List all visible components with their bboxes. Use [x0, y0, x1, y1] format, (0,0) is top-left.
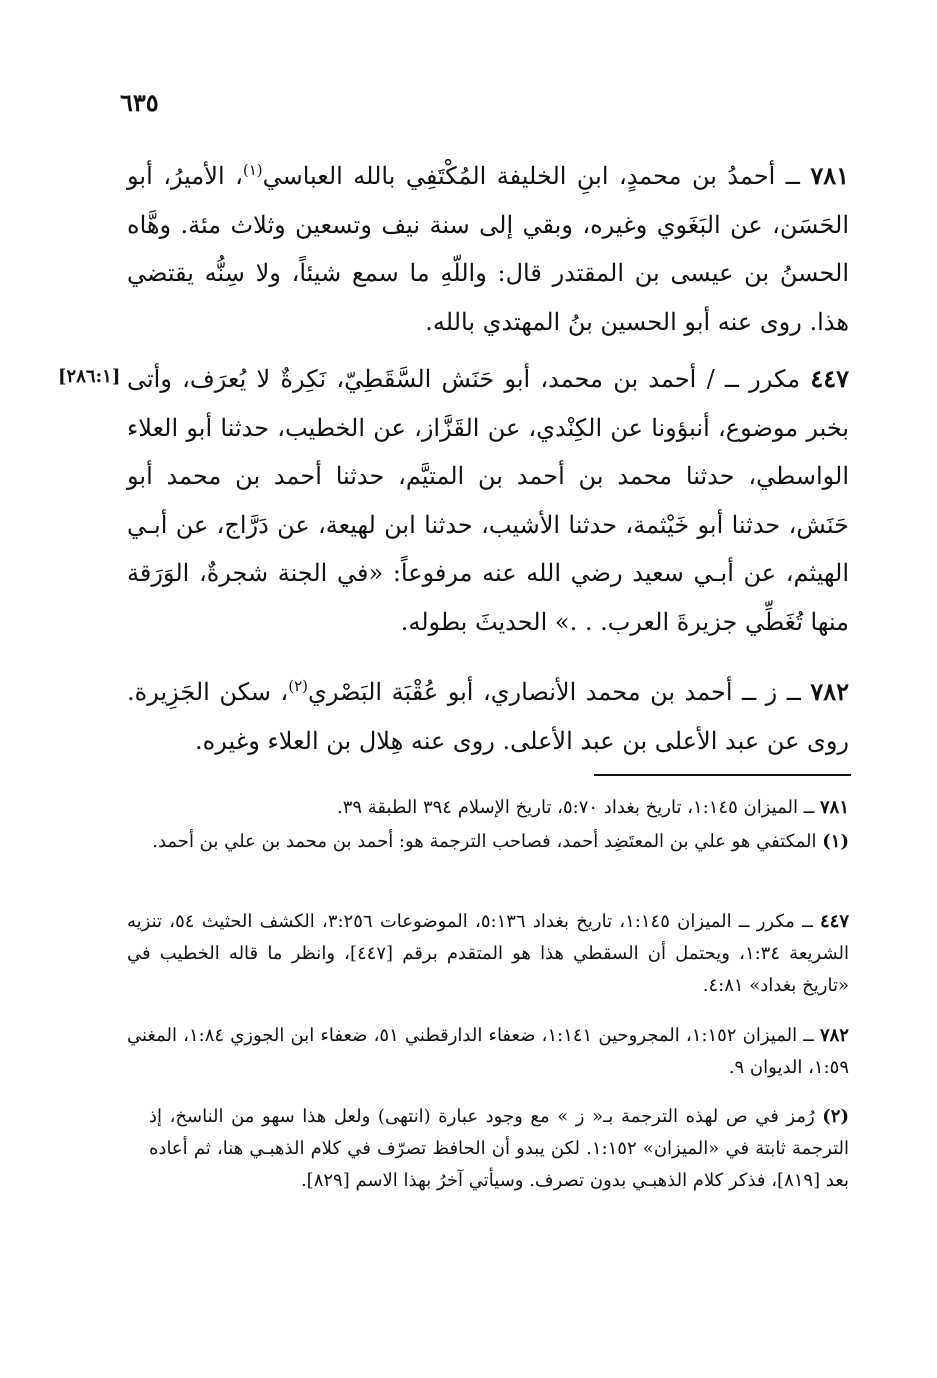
- entry-781: [127, 146, 849, 346]
- footnote-number: ٤٤٧: [819, 911, 849, 932]
- footnote-marker: (٢): [288, 677, 309, 695]
- page-number: ٦٣٥: [120, 88, 159, 117]
- margin-reference: [٢٨٦:١]: [58, 366, 121, 387]
- footnote-marker: (١): [242, 161, 263, 179]
- footnote-number: (٢): [822, 1106, 849, 1127]
- entry-number: ٤٤٧: [810, 364, 849, 393]
- entry-text-continued: ، الأميرُ، أبو الحَسَن، عن البَغَوي وغيره، وبقي إلى سنة نيف وتسعين وثلاث مئة. وهَّاه الحسنُ بن عيسى بن المقتدر قال: واللّهِ ما سمع شيئاً، ولا سِنُّه يقتضي هذا. روى عنه أبو الحسين بنُ المهتدي بالله.: [127, 162, 849, 336]
- footnote-number: ٧٨٢: [819, 1025, 849, 1046]
- entry-text: ــ أحمدُ بن محمدٍ، ابنِ الخليفة المُكْتَفِي بالله العباسي: [262, 162, 800, 190]
- entry-text: ــ ز ــ أحمد بن محمد الأنصاري، أبو عُقْبَة البَصْري: [308, 678, 801, 706]
- footnote-text: رُمز في ص لهذه الترجمة بـ« ز » مع وجود عبارة (انتهى) ولعل هذا سهو من الناسخ، إذ الترجمة ثابتة في «الميزان» ١:١٥٢. لكن يبدو أن الحافظ تصرّف في كلام الذهبـي هنا، ثم أعاده بعد [٨١٩]، فذكر كلام الذهبـي بدون تصرف. وسيأتي آخرُ بهذا الاسم [٨٢٩].: [149, 1106, 849, 1191]
- footnote-divider: [594, 774, 851, 776]
- entry-782: [127, 662, 849, 765]
- footnote-text: ــ الميزان ١:١٥٢، المجروحين ١:١٤١، ضعفاء الدارقطني ٥١، ضعفاء ابن الجوزي ١:٨٤، المغني ١:٥٩، الديوان ٩.: [127, 1025, 849, 1078]
- footnote-782: [127, 1020, 849, 1084]
- footnote-note-2: [149, 1101, 849, 1197]
- entry-number: ٧٨١: [810, 161, 849, 190]
- footnote-781: [127, 792, 849, 824]
- footnote-note-1: [149, 826, 849, 858]
- footnote-text: ــ مكرر ــ الميزان ١:١٤٥، تاريخ بغداد ٥:١٣٦، الموضوعات ٣:٢٥٦، الكشف الحثيث ٥٤، تنزيه الشريعة ١:٣٤، ويحتمل أن السقطي هذا هو المتقدم برقم [٤٤٧]، وانظر ما قاله الخطيب في «تاريخ بغداد» ٤:٨١.: [127, 911, 850, 996]
- footnote-number: ٧٨١: [819, 797, 849, 818]
- entry-number: ٧٨٢: [810, 677, 849, 706]
- footnote-text: ــ الميزان ١:١٤٥، تاريخ بغداد ٥:٧٠، تاريخ الإسلام ٣٩٤ الطبقة ٣٩.: [336, 797, 815, 818]
- footnote-number: (١): [822, 831, 849, 852]
- footnote-text: المكتفي هو علي بن المعتَضِد أحمد، فصاحب الترجمة هو: أحمد بن محمد بن علي بن أحمد.: [152, 831, 817, 852]
- footnote-447: [127, 906, 849, 1002]
- entry-447: [127, 355, 849, 646]
- entry-text: مكرر ــ / أحمد بن محمد، أبو حَنَش السَّقَطِيّ، نَكِرةٌ لا يُعرَف، وأتى بخبر موضوع، أنبؤونا عن الكِنْدي، عن القَزَّاز، عن الخطيب، حدثنا أبو العلاء الواسطي، حدثنا محمد بن أحمد بن المتيَّم، حدثنا أحمد بن محمد أبو حَنَش، حدثنا أبو خَيْثمة، حدثنا الأشيب، حدثنا ابن لهيعة، عن دَرَّاج، عن أبـي الهيثم، عن أبـي سعيد رضي الله عنه مرفوعاً: «في الجنة شجرةٌ، الوَرَقة منها تُغَطِّي جزيرةَ العرب. . .» الحديثَ بطوله.: [127, 365, 849, 636]
- entry-text-continued: ، سكن الجَزِيرة. روى عن عبد الأعلى بن عبد الأعلى. روى عنه هِلال بن العلاء وغيره.: [127, 678, 849, 755]
